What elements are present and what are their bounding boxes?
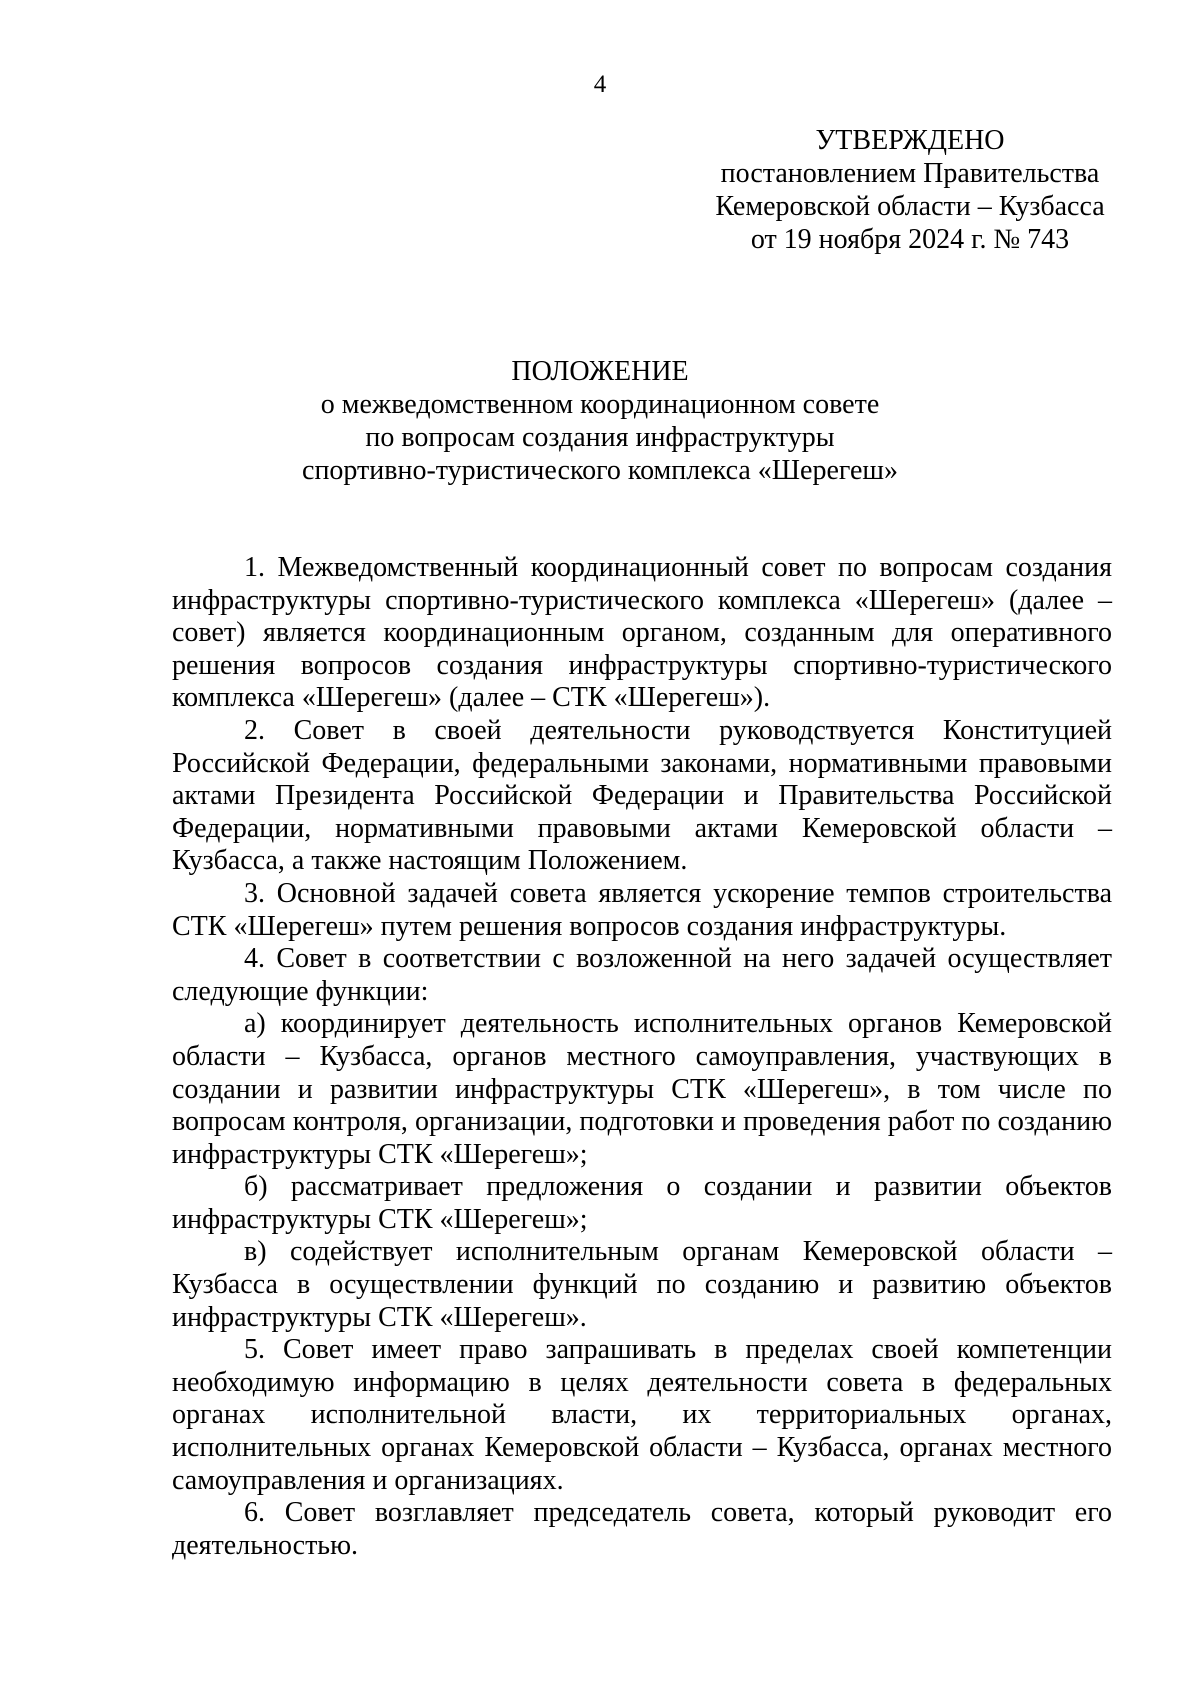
paragraph-2: 2. Совет в своей деятельности руководствуется Конституцией Российской Федерации, федеральными законами, нормативными правовыми актами Президента Российской Федерации и Правительства Российской Федерации, нормативными правовыми актами Кемеровской области – Кузбасса, а также настоящим Положением. — [172, 714, 1112, 877]
paragraph-5: 5. Совет имеет право запрашивать в пределах своей компетенции необходимую информацию в целях деятельности совета в федеральных органах исполнительной власти, их территориальных органах, исполнительных органах Кемеровской области – Кузбасса, органах местного самоуправления и организациях. — [172, 1334, 1112, 1496]
document-title — [0, 355, 1200, 487]
paragraph-4v: в) содействует исполнительным органам Кемеровской области – Кузбасса в осуществлении функций по созданию и развитию объектов инфраструктуры СТК «Шерегеш». — [172, 1236, 1112, 1333]
title-subtitle: о межведомственном координационном совете — [320, 389, 880, 420]
paragraph-3: 3. Основной задачей совета является ускорение темпов строительства СТК «Шерегеш» путем решения вопросов создания инфраструктуры. — [172, 877, 1112, 942]
paragraph-4b: б) рассматривает предложения о создании и развитии объектов инфраструктуры СТК «Шерегеш»; — [172, 1171, 1112, 1235]
paragraph-6: 6. Совет возглавляет председатель совета, который руководит его деятельностью. — [172, 1497, 1112, 1561]
approval-date: от 19 ноября 2024 г. № 743 — [750, 224, 1070, 255]
paragraph-4: 4. Совет в соответствии с возложенной на него задачей осуществляет следующие функции: — [172, 943, 1112, 1007]
paragraph-4a: а) координирует деятельность исполнительных органов Кемеровской области – Кузбасса, органов местного самоуправления, участвующих в создании и развитии инфраструктуры СТК «Шерегеш», в том числе по вопросам контроля, организации, подготовки и проведения работ по созданию инфраструктуры СТК «Шерегеш»; — [172, 1008, 1112, 1170]
title-subtitle: спортивно-туристического комплекса «Шерегеш» — [302, 455, 898, 486]
page-number: 4 — [593, 71, 607, 98]
approval-line: постановлением Правительства — [720, 158, 1100, 189]
title-subtitle: по вопросам создания инфраструктуры — [365, 422, 835, 453]
paragraph-1: 1. Межведомственный координационный совет по вопросам создания инфраструктуры спортивно-туристического комплекса «Шерегеш» (далее – совет) является координационным органом, созданным для оперативного решения вопросов создания инфраструктуры спортивно-туристического комплекса «Шерегеш» (далее – СТК «Шерегеш»). — [172, 552, 1112, 714]
approval-heading: УТВЕРЖДЕНО — [815, 125, 1005, 156]
approval-line: Кемеровской области – Кузбасса — [715, 191, 1105, 222]
title-heading: ПОЛОЖЕНИЕ — [511, 356, 689, 387]
document-body — [172, 552, 1112, 1562]
approval-stamp — [690, 124, 1130, 256]
